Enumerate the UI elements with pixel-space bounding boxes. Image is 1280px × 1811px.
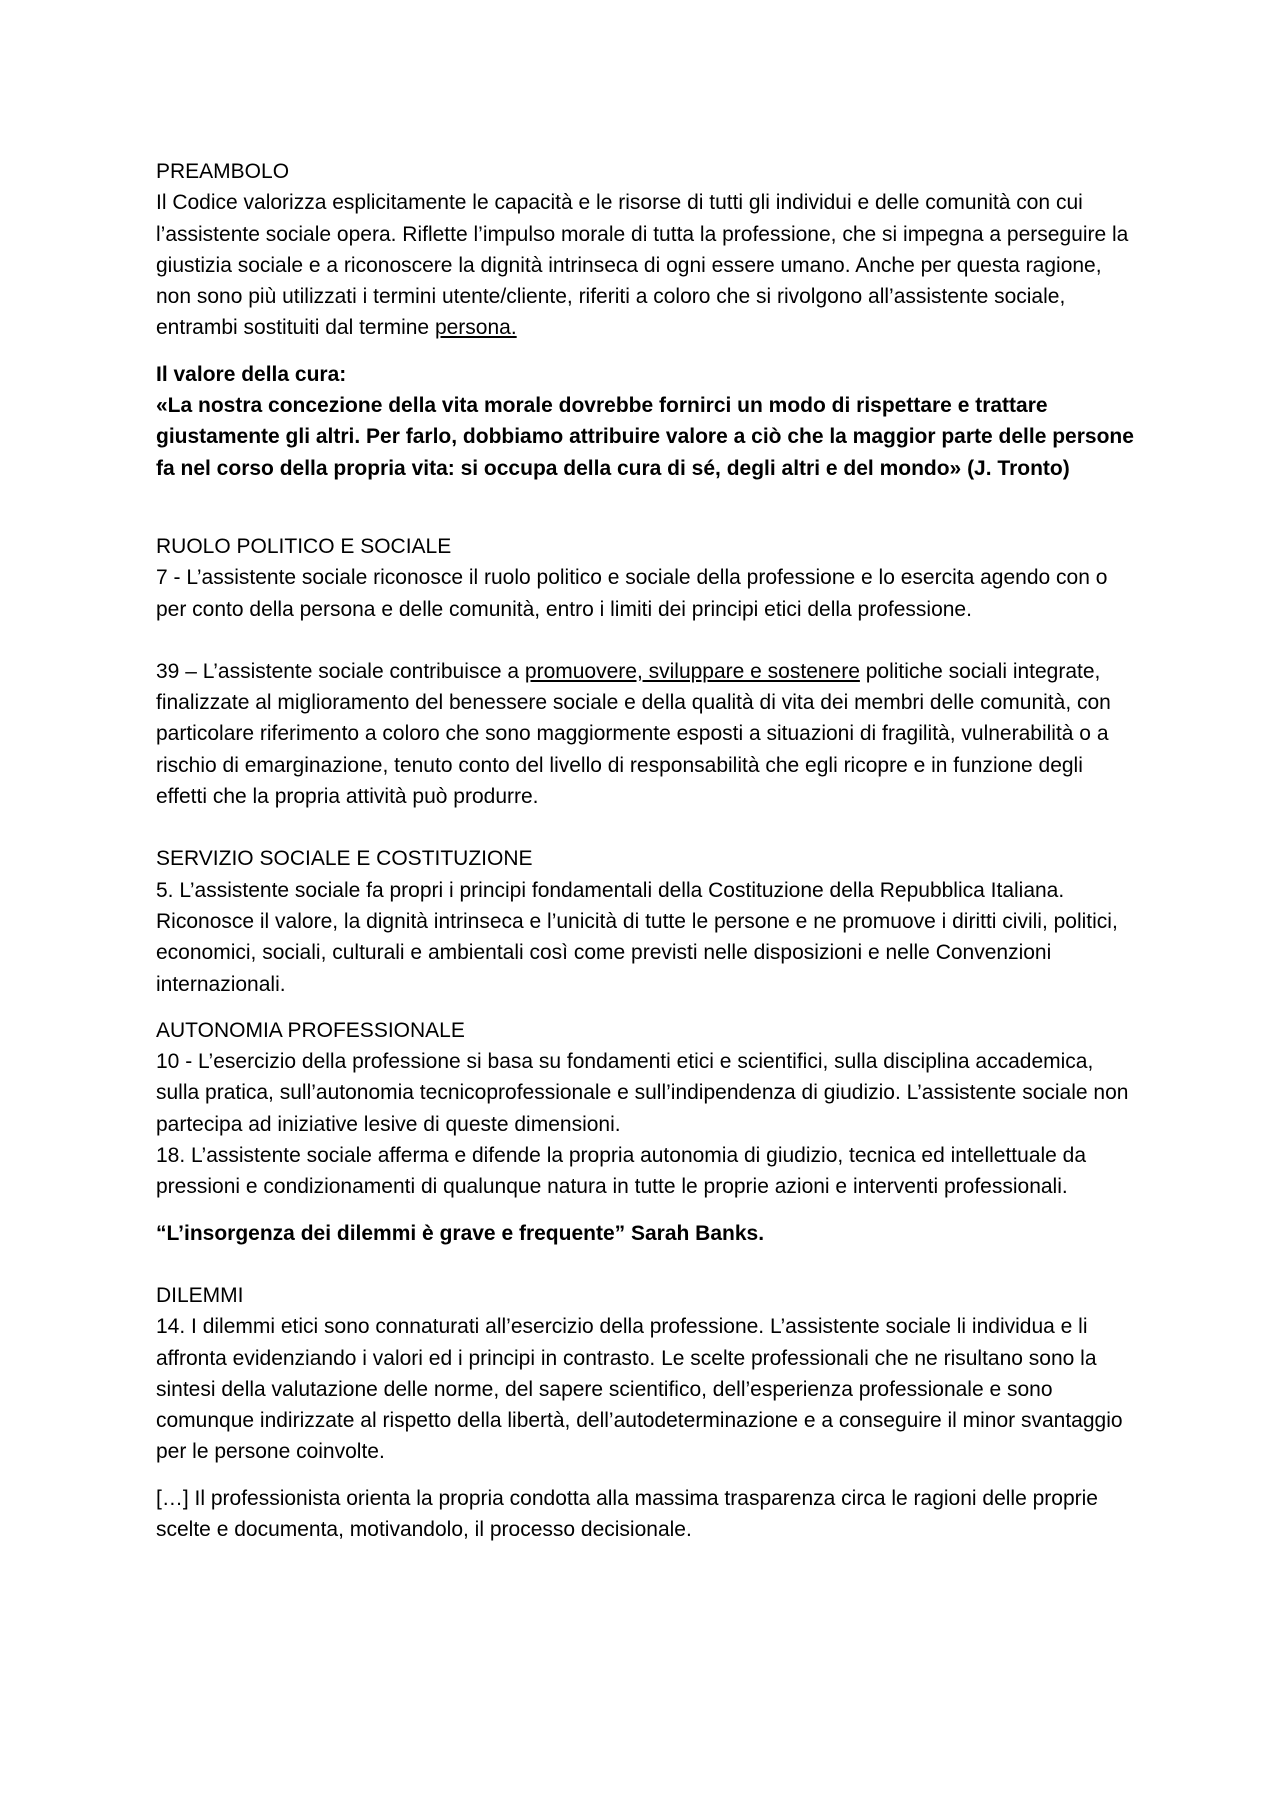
costituzione-heading: SERVIZIO SOCIALE E COSTITUZIONE (156, 847, 533, 871)
preambolo-paragraph (156, 187, 1136, 343)
article-39 (156, 656, 1136, 812)
article-14: 14. I dilemmi etici sono connaturati all’esercizio della professione. L’assistente sociale li individua e li affronta evidenziando i valori ed i principi in contrasto. Le scelte professionali che ne risultano sono la sintesi della valutazione delle norme, del sapere scientifico, dell’esperienza professionale e sono comunque indirizzate al rispetto della libertà, dell’autodeterminazione e a conseguire il minor svantaggio per le persone coinvolte. (156, 1315, 1123, 1464)
article-39-underlined: promuovere, sviluppare e sostenere (524, 659, 860, 683)
closing-paragraph: […] Il professionista orienta la propria condotta alla massima trasparenza circa le ragioni delle proprie scelte e documenta, motivandolo, il processo decisionale. (156, 1486, 1098, 1541)
article-39-rest: politiche sociali integrate, finalizzate al miglioramento del benessere sociale e della qualità di vita dei membri delle comunità, con particolare riferimento a coloro che sono maggiormente esposti a situazioni di fragilità, vulnerabilità o a rischio di emarginazione, tenuto conto del livello di responsabilità che egli ricopre e in funzione degli effetti che la propria attività può produrre. (156, 659, 1111, 809)
ruolo-heading: RUOLO POLITICO E SOCIALE (156, 534, 452, 558)
article-5: 5. L’assistente sociale fa propri i principi fondamentali della Costituzione della Repubblica Italiana. Riconosce il valore, la dignità intrinseca e l’unicità di tutte le persone e ne promuove i diritti civili, politici, economici, sociali, culturali e ambientali così come previsti nelle disposizioni e nelle Convenzioni internazionali. (156, 878, 1118, 996)
article-18: 18. L’assistente sociale afferma e difende la propria autonomia di giudizio, tecnica ed intellettuale da pressioni e condizionamenti di qualunque natura in tutte le proprie azioni e interventi professionali. (156, 1144, 1087, 1199)
dilemmi-heading: DILEMMI (156, 1283, 244, 1307)
cura-quote: «La nostra concezione della vita morale dovrebbe fornirci un modo di rispettare e trattare giustamente gli altri. Per farlo, dobbiamo attribuire valore a ciò che la maggior parte delle persone fa nel corso della propria vita: si occupa della cura di sé, degli altri e del mondo» (J. Tronto) (156, 394, 1134, 480)
preambolo-heading: PREAMBOLO (156, 160, 290, 183)
cura-heading: Il valore della cura: (156, 362, 347, 386)
preambolo-text: Il Codice valorizza esplicitamente le capacità e le risorse di tutti gli individui e delle comunità con cui l’assistente sociale opera. Riflette l’impulso morale di tutta la professione, che si impegna a perseguire la giustizia sociale e a riconoscere la dignità intrinseca di ogni essere umano. Anche per questa ragione, non sono più utilizzati i termini utente/cliente, riferiti a coloro che si rivolgono all’assistente sociale, entrambi sostituiti dal termine (156, 191, 1129, 340)
document-page (156, 156, 1136, 1545)
autonomia-heading: AUTONOMIA PROFESSIONALE (156, 1018, 465, 1042)
preambolo-underlined-term: persona. (434, 316, 517, 340)
article-7: 7 - L’assistente sociale riconosce il ruolo politico e sociale della professione e lo esercita agendo con o per conto della persona e delle comunità, entro i limiti dei principi etici della professione. (156, 566, 1108, 621)
banks-quote: “L’insorgenza dei dilemmi è grave e frequente” Sarah Banks. (156, 1221, 765, 1245)
article-39-lead: 39 – L’assistente sociale contribuisce a (156, 659, 525, 683)
article-10: 10 - L’esercizio della professione si basa su fondamenti etici e scientifici, sulla disciplina accademica, sulla pratica, sull’autonomia tecnicoprofessionale e sull’indipendenza di giudizio. L’assistente sociale non partecipa ad iniziative lesive di queste dimensioni. (156, 1050, 1129, 1136)
